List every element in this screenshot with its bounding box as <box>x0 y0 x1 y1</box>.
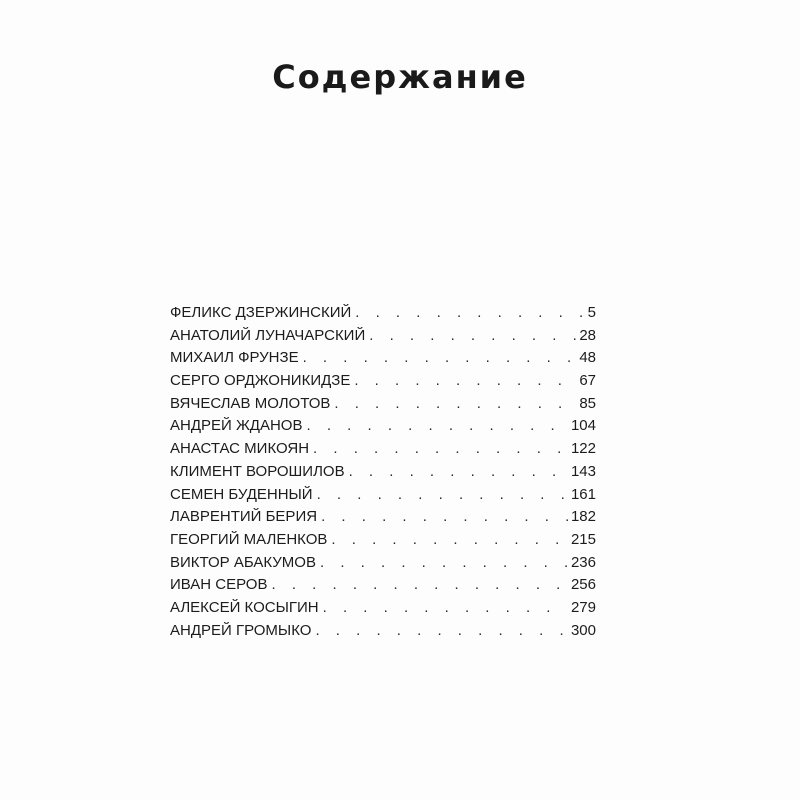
toc-entry-page: 161 <box>570 485 596 503</box>
toc-entry-page: 122 <box>570 440 596 458</box>
toc-entry <box>170 349 596 372</box>
toc-entry-name: СЕРГО ОРДЖОНИКИДЗЕ <box>170 372 351 390</box>
dot-leader <box>317 486 568 503</box>
toc-entry-name: АНДРЕЙ ГРОМЫКО <box>170 621 312 639</box>
table-of-contents <box>170 304 596 644</box>
toc-entry <box>170 417 596 440</box>
toc-entry-name: МИХАИЛ ФРУНЗЕ <box>170 349 299 367</box>
toc-entry-name: АНДРЕЙ ЖДАНОВ <box>170 417 303 435</box>
toc-entry <box>170 599 596 622</box>
toc-entry <box>170 576 596 599</box>
toc-entry <box>170 508 596 531</box>
dot-leader <box>369 327 576 344</box>
toc-entry <box>170 440 596 463</box>
dot-leader <box>303 349 577 366</box>
toc-entry-name: ВЯЧЕСЛАВ МОЛОТОВ <box>170 394 331 412</box>
dot-leader <box>323 599 568 616</box>
toc-entry-name: ИВАН СЕРОВ <box>170 576 268 594</box>
toc-entry-name: ГЕОРГИЙ МАЛЕНКОВ <box>170 530 328 548</box>
toc-entry <box>170 304 596 327</box>
dot-leader <box>306 417 567 434</box>
dot-leader <box>320 554 568 571</box>
toc-entry-name: КЛИМЕНТ ВОРОШИЛОВ <box>170 462 345 480</box>
dot-leader <box>315 622 568 639</box>
toc-entry-page: 48 <box>579 349 596 367</box>
toc-entry-name: ФЕЛИКС ДЗЕРЖИНСКИЙ <box>170 304 352 321</box>
toc-entry-name: ВИКТОР АБАКУМОВ <box>170 553 316 571</box>
toc-entry-page: 104 <box>570 417 596 435</box>
page-title: Содержание <box>272 58 528 96</box>
toc-entry-page: 300 <box>570 621 596 639</box>
toc-entry-page: 28 <box>579 326 596 344</box>
dot-leader <box>331 531 568 548</box>
toc-entry-page: 143 <box>570 462 596 480</box>
dot-leader <box>334 395 576 412</box>
toc-entry <box>170 395 596 418</box>
toc-entry-page: 215 <box>570 530 596 548</box>
toc-entry-page: 279 <box>570 598 596 616</box>
toc-entry <box>170 372 596 395</box>
toc-entry <box>170 622 596 645</box>
dot-leader <box>313 440 568 457</box>
dot-leader <box>355 304 584 321</box>
toc-entry-name: АНАТОЛИЙ ЛУНАЧАРСКИЙ <box>170 326 366 344</box>
dot-leader <box>321 508 568 525</box>
toc-entry <box>170 327 596 350</box>
toc-entry-page: 85 <box>579 394 596 412</box>
dot-leader <box>271 576 567 593</box>
toc-entry-page: 182 <box>570 508 596 526</box>
toc-entry <box>170 486 596 509</box>
toc-entry <box>170 463 596 486</box>
toc-entry-page: 236 <box>570 553 596 571</box>
toc-entry-page: 5 <box>587 304 596 321</box>
toc-entry-page: 67 <box>579 372 596 390</box>
toc-entry <box>170 554 596 577</box>
toc-entry-name: АНАСТАС МИКОЯН <box>170 440 310 458</box>
dot-leader <box>349 463 568 480</box>
toc-entry-name: АЛЕКСЕЙ КОСЫГИН <box>170 598 319 616</box>
toc-entry-page: 256 <box>570 576 596 594</box>
toc-entry <box>170 531 596 554</box>
toc-entry-name: ЛАВРЕНТИЙ БЕРИЯ <box>170 508 318 526</box>
dot-leader <box>354 372 576 389</box>
toc-entry-name: СЕМЕН БУДЕННЫЙ <box>170 485 313 503</box>
